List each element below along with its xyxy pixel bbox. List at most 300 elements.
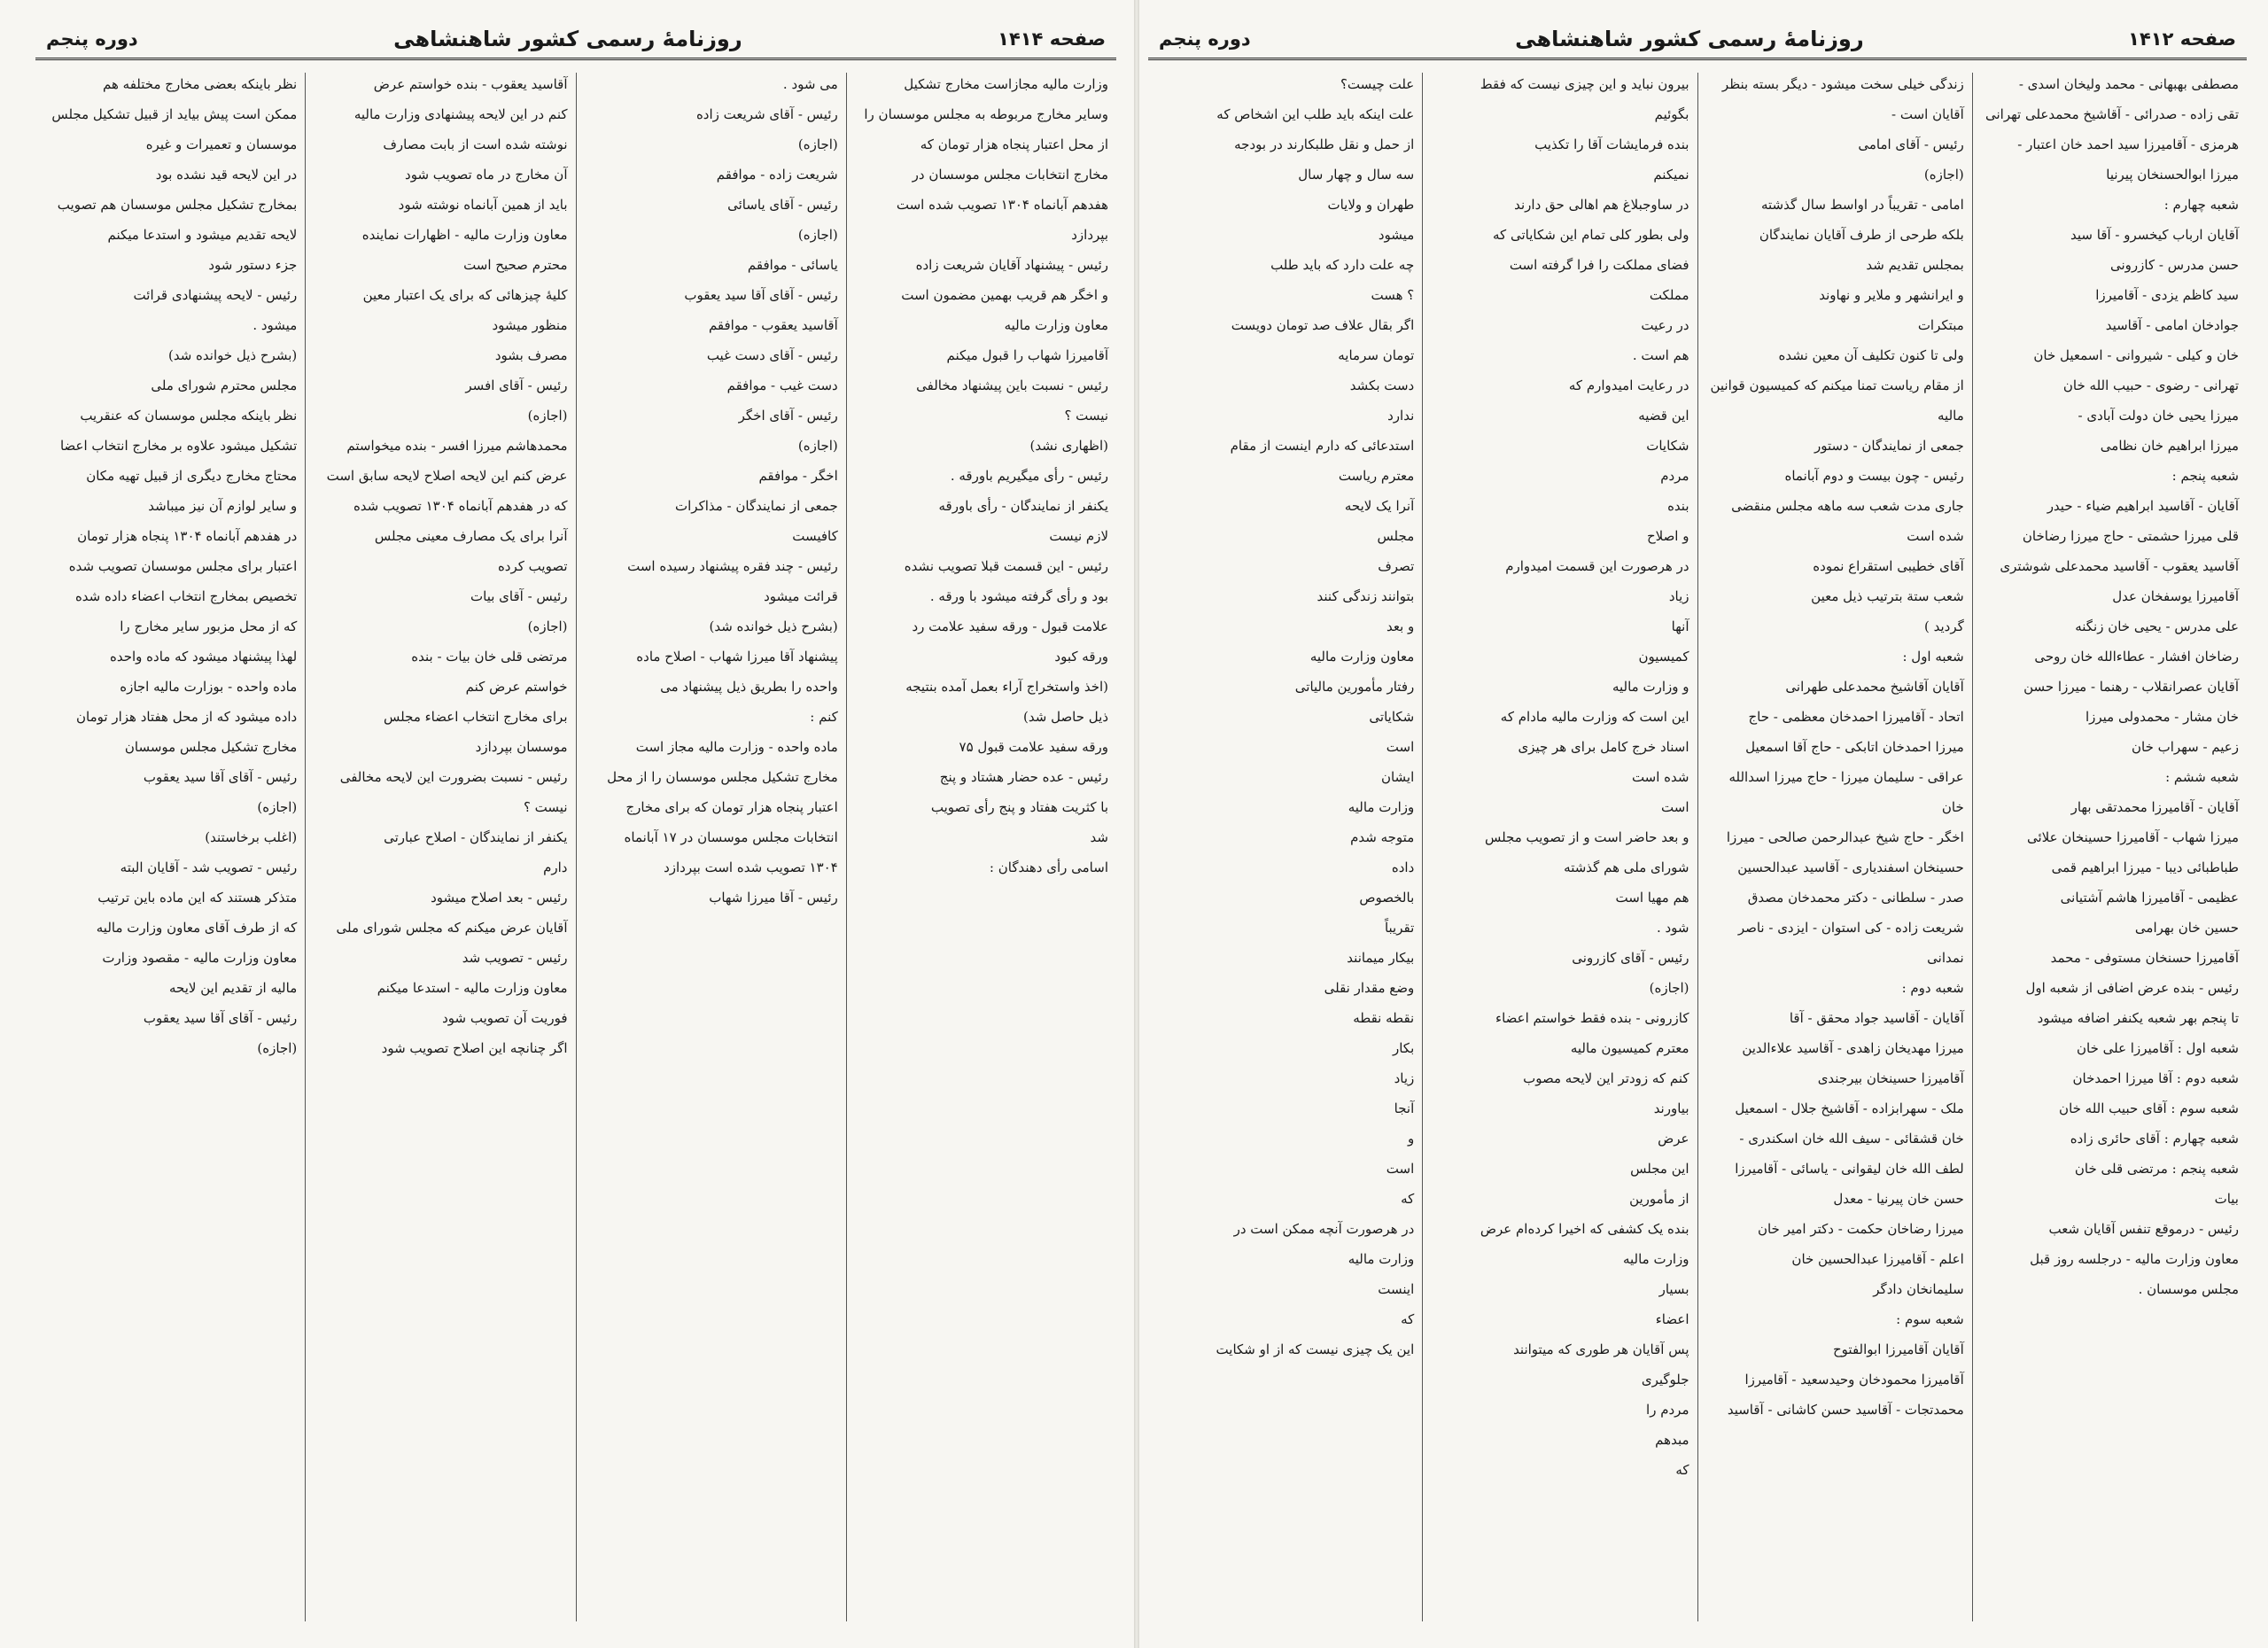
text-line: و بعد (1386, 618, 1415, 634)
text-line: محترم صحیح است (463, 257, 568, 273)
text-line: که از محل مزبور سایر مخارج را (120, 618, 298, 634)
text-line: وسایر مخارج مربوطه به مجلس موسسان را (864, 106, 1108, 122)
text-line: سید کاظم یزدی - آقامیرزا (2095, 287, 2239, 303)
text-line: شده است (1907, 528, 1964, 544)
text-line: رئیس - پیشنهاد آقایان شریعت زاده (915, 257, 1108, 273)
right-page-number: صفحه ۱۴۱۲ (2128, 27, 2236, 50)
text-line: معاون وزارت مالیه - درجلسه روز قبل (2030, 1251, 2239, 1267)
text-line: رئیس - چند فقره پیشنهاد رسیده است (627, 558, 838, 574)
text-line: در این لایحه قید نشده بود (155, 167, 298, 183)
right-newspaper-title: روزنامهٔ رسمی کشور شاهنشاهی (1515, 26, 1864, 51)
text-line: شعبه اول : (1902, 649, 1964, 665)
text-line: رئیس - عده حضار هشتاد و پنج (939, 769, 1108, 785)
text-line: بسیار (1658, 1281, 1689, 1297)
text-line: بیاورند (1653, 1100, 1689, 1116)
text-line: و اصلاح (1646, 528, 1689, 544)
text-line: رئیس - آقای دست غیب (706, 347, 838, 363)
text-line: تقریباً (1384, 920, 1415, 936)
text-line: زیاد (1394, 1070, 1415, 1086)
text-line: لطف الله خان لیقوانی - یاسائی - آقامیرزا (1735, 1161, 1964, 1177)
text-line: (اجازه) (257, 799, 298, 815)
text-line: (اخذ واستخراج آراء بعمل آمده بنتیجه (905, 679, 1108, 695)
text-line: حسن خان پیرنیا - معدل (1833, 1191, 1964, 1207)
text-line: کنم که زودتر این لایحه مصوب (1523, 1070, 1689, 1086)
text-line: آنرا یک لایحه (1344, 498, 1415, 514)
text-line: یاسائی - موافقم (747, 257, 838, 273)
text-line: رئیس - لایحه پیشنهادی قرائت (133, 287, 298, 303)
text-line: اسناد خرج کامل برای هر چیزی (1518, 739, 1689, 755)
text-line: جلوگیری (1641, 1372, 1689, 1388)
text-line: مردم را (1646, 1402, 1689, 1418)
text-line: طباطبائی دیبا - میرزا ابراهیم قمی (2051, 859, 2239, 875)
text-line: داده میشود که از محل هفتاد هزار تومان (76, 709, 298, 725)
right-column-1 (1972, 73, 2247, 1621)
right-column-2 (1697, 73, 1972, 1621)
text-line: آقاسید یعقوب - آقاسید محمدعلی شوشتری (2000, 558, 2239, 574)
text-line: ولی تا کنون تکلیف آن معین نشده (1778, 347, 1964, 363)
text-line: حسن مدرس - کازرونی (2109, 257, 2239, 273)
text-line: شده است (1631, 769, 1689, 785)
text-line: اگر بقال علاف صد تومان دویست (1231, 317, 1415, 333)
text-line: یکنفر از نمایندگان - اصلاح عبارتی (384, 829, 568, 845)
text-line: ماده واحده - وزارت مالیه مجاز است (635, 739, 838, 755)
text-line: مالیه از تقدیم این لایحه (169, 980, 298, 996)
text-line: شعبه چهارم : آقای حائری زاده (2070, 1131, 2239, 1147)
text-line: از مأمورین (1629, 1191, 1689, 1207)
text-line: هم مهیا است (1615, 890, 1689, 906)
text-line: ندارد (1387, 408, 1415, 424)
text-line: از محل اعتبار پنجاه هزار تومان که (920, 136, 1108, 152)
text-line: کمیسیون (1638, 649, 1689, 665)
text-line: و وزارت مالیه (1612, 679, 1689, 695)
text-line: رئیس - تصویب شد - آقایان البته (120, 859, 298, 875)
text-line: انتخابات مجلس موسسان در ۱۷ آبانماه (624, 829, 838, 845)
text-line: معاون وزارت مالیه (1004, 317, 1108, 333)
text-line: بمجلس تقدیم شد (1866, 257, 1964, 273)
text-line: جمعی از نمایندگان - دستور (1814, 438, 1964, 454)
text-line: ورقه سفید علامت قبول ۷۵ (959, 739, 1108, 755)
text-line: معاون وزارت مالیه - اظهارات نماینده (361, 227, 568, 243)
text-line: ذیل حاصل شد) (1023, 709, 1108, 725)
text-line: آقامیرزا یوسفخان عدل (2112, 588, 2239, 604)
text-line: بکار (1392, 1040, 1415, 1056)
text-line: رئیس - آقای امامی (1858, 136, 1964, 152)
text-line: آقامیرزا محمودخان وحیدسعید - آقامیرزا (1744, 1372, 1964, 1388)
left-columns (35, 73, 1116, 1621)
text-line: رئیس - آقای بیات (470, 588, 568, 604)
text-line: مخارج تشکیل مجلس موسسان (124, 739, 298, 755)
text-line: آقامیرزا حسینخان بیرجندی (1817, 1070, 1964, 1086)
text-line: (اجازه) (257, 1040, 298, 1056)
text-line: (اجازه) (1923, 167, 1964, 183)
text-line: و بعد حاضر است و از تصویب مجلس (1484, 829, 1689, 845)
text-line: کنم : (810, 709, 838, 725)
text-line: اخگر - حاج شیخ عبدالرحمن صالحی - میرزا (1726, 829, 1964, 845)
text-line: شریعت زاده - کی استوان - ایزدی - ناصر (1737, 920, 1964, 936)
text-line: که (1401, 1311, 1415, 1327)
text-line: سه سال و چهار سال (1298, 167, 1415, 183)
text-line: میشود (1378, 227, 1415, 243)
text-line: مالیه (1938, 408, 1964, 424)
text-line: لازم نیست (1049, 528, 1108, 544)
text-line: بالخصوص (1359, 890, 1415, 906)
text-line: که (1401, 1191, 1415, 1207)
text-line: رفتار مأمورین مالیاتی (1294, 679, 1415, 695)
text-line: شکایات (1646, 438, 1689, 454)
text-line: نیست ؟ (1064, 408, 1108, 424)
text-line: متذکر هستند که این ماده باین ترتیب (97, 890, 298, 906)
text-line: تهرانی - رضوی - حبیب الله خان (2062, 377, 2239, 393)
text-line: بگوئیم (1654, 106, 1689, 122)
text-line: شود . (1656, 920, 1689, 936)
text-line: (اجازه) (1649, 980, 1689, 996)
text-line: مخارج تشکیل مجلس موسسان را از محل (607, 769, 838, 785)
text-line: در رعیت (1641, 317, 1689, 333)
text-line: این یک چیزی نیست که از او شکایت (1216, 1341, 1415, 1357)
text-line: وزارت مالیه (1348, 1251, 1415, 1267)
text-line: مصطفی بهبهانی - محمد ولیخان اسدی - (2018, 76, 2239, 92)
text-line: لهذا پیشنهاد میشود که ماده واحده (109, 649, 298, 665)
text-line: (اجازه) (797, 438, 838, 454)
text-line: رئیس - آقای شریعت زاده (695, 106, 838, 122)
text-line: فضای مملکت را فرا گرفته است (1509, 257, 1689, 273)
text-line: قلی میرزا حشمتی - حاج میرزا رضاخان (2022, 528, 2239, 544)
text-line: استدعائی که دارم اینست از مقام (1230, 438, 1415, 454)
text-line: خان (1941, 799, 1964, 815)
text-line: اگر چنانچه این اصلاح تصویب شود (381, 1040, 568, 1056)
text-line: کازرونی - بنده فقط خواستم اعضاء (1495, 1010, 1689, 1026)
text-line: دارم (543, 859, 568, 875)
text-line: صدر - سلطانی - دکتر محمدخان مصدق (1747, 890, 1964, 906)
text-line: رئیس - رأی میگیریم باورقه . (950, 468, 1108, 484)
text-line: نظر باینکه بعضی مخارج مختلفه هم (103, 76, 298, 92)
text-line: آن مخارج در ماه تصویب شود (405, 167, 568, 183)
text-line: شعبه دوم : (1901, 980, 1964, 996)
text-line: تشکیل میشود علاوه بر مخارج انتخاب اعضا (59, 438, 298, 454)
text-line: موسسان بپردازد (475, 739, 568, 755)
text-line: پیشنهاد آقا میرزا شهاب - اصلاح ماده (636, 649, 838, 665)
text-line: و (1408, 1131, 1415, 1147)
text-line: عرض کنم این لایحه اصلاح لایحه سابق است (326, 468, 568, 484)
left-newspaper-title: روزنامهٔ رسمی کشور شاهنشاهی (393, 26, 742, 51)
text-line: میرزا رضاخان حکمت - دکتر امیر خان (1757, 1221, 1964, 1237)
text-line: ۱۳۰۴ تصویب شده است بپردازد (664, 859, 838, 875)
text-line: این مجلس (1630, 1161, 1689, 1177)
text-line: معاون وزارت مالیه - استدعا میکنم (377, 980, 568, 996)
text-line: بنده (1667, 498, 1689, 514)
text-line: شعب ستة بترتیب ذیل معین (1811, 588, 1964, 604)
text-line: شعبه پنجم : (2171, 468, 2239, 484)
text-line: کنم در این لایحه پیشنهادی وزارت مالیه (353, 106, 568, 122)
text-line: بتوانند زندگی کنند (1317, 588, 1415, 604)
text-line: می شود . (782, 76, 838, 92)
text-line: بمخارج تشکیل مجلس موسسان هم تصویب (57, 197, 298, 213)
text-line: طهران و ولایات (1327, 197, 1415, 213)
text-line: ورقه کبود (1054, 649, 1108, 665)
text-line: معاون وزارت مالیه - مقصود وزارت (102, 950, 298, 966)
text-line: معترم کمیسیون مالیه (1570, 1040, 1689, 1056)
text-line: هم است . (1632, 347, 1689, 363)
text-line: (بشرح ذیل خوانده شد) (709, 618, 838, 634)
text-line: رئیس - آقا میرزا شهاب (709, 890, 838, 906)
text-line: تا پنجم بهر شعبه یکنفر اضافه میشود (2037, 1010, 2239, 1026)
left-column-3 (305, 73, 575, 1621)
text-line: حسین خان بهرامی (2134, 920, 2239, 936)
text-line: وضع مقدار نقلی (1324, 980, 1415, 996)
text-line: اسامی رأی دهندگان : (989, 859, 1108, 875)
text-line: زندگی خیلی سخت میشود - دیگر بسته بنظر (1721, 76, 1964, 92)
text-line: شعبه سوم : آقای حبیب الله خان (2059, 1100, 2239, 1116)
text-line: مبتکرات (1917, 317, 1964, 333)
right-series-label: دوره پنجم (1159, 27, 1251, 50)
text-line: ملک - سهرابزاده - آقاشیخ جلال - اسمعیل (1735, 1100, 1964, 1116)
text-line: وزارت مالیه (1622, 1251, 1689, 1267)
right-masthead (1148, 19, 2247, 60)
text-line: (بشرح ذیل خوانده شد) (167, 347, 298, 363)
text-line: آقایان ارباب کیخسرو - آقا سید (2070, 227, 2239, 243)
text-line: (اجازه) (527, 408, 568, 424)
text-line: موسسان و تعمیرات و غیره (145, 136, 298, 152)
text-line: در هفدهم آبانماه ۱۳۰۴ پنجاه هزار تومان (77, 528, 298, 544)
text-line: (اظهاری نشد) (1029, 438, 1108, 454)
text-line: رئیس - آقای کازرونی (1572, 950, 1689, 966)
text-line: است (1386, 1161, 1415, 1177)
text-line: شعبه چهارم : (2163, 197, 2239, 213)
text-line: آقاسید یعقوب - موافقم (708, 317, 838, 333)
text-line: محتاج مخارج دیگری از قبیل تهیه مکان (86, 468, 298, 484)
text-line: علت چیست؟ (1340, 76, 1415, 92)
text-line: علی مدرس - یحیی خان زنگنه (2075, 618, 2239, 634)
text-line: بیات (2214, 1191, 2239, 1207)
text-line: تصرف (1378, 558, 1415, 574)
text-line: (اجازه) (797, 136, 838, 152)
text-line: علامت قبول - ورقه سفید علامت رد (912, 618, 1108, 634)
text-line: مجلس موسسان . (2138, 1281, 2239, 1297)
left-column-2 (576, 73, 846, 1621)
text-line: شد (1090, 829, 1108, 845)
right-column-3 (1422, 73, 1697, 1621)
text-line: ماده واحده - بوزارت مالیه اجازه (120, 679, 298, 695)
text-line: قرائت میشود (764, 588, 838, 604)
text-line: نمدانی (1927, 950, 1964, 966)
text-line: در ساوجبلاغ هم اهالی حق دارند (1514, 197, 1689, 213)
text-line: بیکار میمانند (1347, 950, 1415, 966)
text-line: بیرون نباید و این چیزی نیست که فقط (1480, 76, 1689, 92)
left-column-4 (35, 73, 305, 1621)
text-line: ولی بطور کلی تمام این شکایاتی که (1493, 227, 1689, 243)
text-line: اعضاء (1655, 1311, 1689, 1327)
text-line: امامی - تقریباً در اواسط سال گذشته (1760, 197, 1964, 213)
text-line: پس آقایان هر طوری که میتوانند (1513, 1341, 1689, 1357)
text-line: وزارت مالیه مجازاست مخارج تشکیل (904, 76, 1108, 92)
text-line: آقاسید یعقوب - بنده خواستم عرض (373, 76, 568, 92)
text-line: بود و رأی گرفته میشود با ورقه . (929, 588, 1108, 604)
text-line: تصویب کرده (497, 558, 568, 574)
text-line: از حمل و نقل طلبکارند در بودجه (1234, 136, 1415, 152)
text-line: محمدتجات - آقاسید حسن کاشانی - آقاسید (1727, 1402, 1964, 1418)
text-line: رئیس - درموقع تنفس آقایان شعب (2048, 1221, 2239, 1237)
text-line: جمعی از نمایندگان - مذاکرات (675, 498, 838, 514)
text-line: مجلس (1377, 528, 1415, 544)
text-line: عراقی - سلیمان میرزا - حاج میرزا اسدالله (1728, 769, 1964, 785)
text-line: مجلس محترم شورای ملی (151, 377, 298, 393)
text-line: اخگر - موافقم (758, 468, 838, 484)
text-line: شعبه دوم : آقا میرزا احمدخان (2072, 1070, 2239, 1086)
text-line: نیست ؟ (523, 799, 568, 815)
text-line: بنده یک کشفی که اخیرا کرده‌ام عرض (1480, 1221, 1689, 1237)
text-line: جزء دستور شود (208, 257, 298, 273)
text-line: (اجازه) (527, 618, 568, 634)
text-line: آقایان - آقاسید جواد محقق - آقا (1789, 1010, 1964, 1026)
text-line: زعیم - سهراب خان (2132, 739, 2239, 755)
text-line: رئیس - آقای یاسائی (727, 197, 838, 213)
text-line: و اخگر هم قریب بهمین مضمون است (901, 287, 1108, 303)
text-line: فوریت آن تصویب شود (442, 1010, 568, 1026)
text-line: رئیس - نسبت بضرورت این لایحه مخالفی (339, 769, 568, 785)
text-line: آقایان عصرانقلاب - رهنما - میرزا حسن (2023, 679, 2239, 695)
text-line: تومان سرمایه (1338, 347, 1415, 363)
text-line: و سایر لوازم آن نیز میباشد (148, 498, 298, 514)
text-line: برای مخارج انتخاب اعضاء مجلس (384, 709, 568, 725)
text-line: آقایان است - (1891, 106, 1964, 122)
text-line: رئیس - نسبت باین پیشنهاد مخالفی (916, 377, 1108, 393)
text-line: میشود . (252, 317, 298, 333)
text-line: رئیس - آقای آقا سید یعقوب (143, 1010, 298, 1026)
text-line: (اجازه) (797, 227, 838, 243)
text-line: علت اینکه باید طلب این اشخاص که (1216, 106, 1415, 122)
text-line: ممکن است پیش بیاید از قبیل تشکیل مجلس (51, 106, 298, 122)
text-line: آنها (1671, 618, 1689, 634)
text-line: رئیس - آقای آقا سید یعقوب (143, 769, 298, 785)
text-line: ؟ هست (1371, 287, 1415, 303)
right-columns (1148, 73, 2247, 1621)
text-line: آنجا (1394, 1100, 1415, 1116)
text-line: چه علت دارد که باید طلب (1270, 257, 1415, 273)
text-line: است (1661, 799, 1689, 815)
text-line: اتحاد - آقامیرزا احمدخان معظمی - حاج (1748, 709, 1964, 725)
text-line: اینست (1378, 1281, 1415, 1297)
left-series-label: دوره پنجم (46, 27, 138, 50)
text-line: رئیس - آقای افسر (465, 377, 568, 393)
text-line: آقایان - آقاسید ابراهیم ضیاء - حیدر (2047, 498, 2239, 514)
text-line: میرزا ابوالحسنخان پیرنیا (2106, 167, 2239, 183)
text-line: مبدهم (1655, 1432, 1689, 1448)
text-line: شعبه سوم : (1896, 1311, 1964, 1327)
text-line: در رعایت امیدوارم که (1568, 377, 1689, 393)
text-line: تقی زاده - صدرائی - آقاشیخ محمدعلی تهرانی (1984, 106, 2239, 122)
text-line: بلکه طرحی از طرف آقایان نمایندگان (1759, 227, 1964, 243)
left-column-1 (846, 73, 1116, 1621)
text-line: مملکت (1649, 287, 1689, 303)
text-line: داده (1391, 859, 1415, 875)
text-line: خواستم عرض کنم (465, 679, 568, 695)
text-line: محمدهاشم میرزا افسر - بنده میخواستم (346, 438, 568, 454)
text-line: میرزا شهاب - آقامیرزا حسینخان علائی (2026, 829, 2239, 845)
text-line: بپردازد (1071, 227, 1108, 243)
text-line: این است که وزارت مالیه مادام که (1500, 709, 1689, 725)
text-line: سلیمانخان دادگر (1873, 1281, 1964, 1297)
text-line: رئیس - تصویب شد (462, 950, 568, 966)
text-line: در هرصورت این قسمت امیدوارم (1505, 558, 1689, 574)
text-line: شعبه پنجم : مرتضی قلی خان (2074, 1161, 2239, 1177)
text-line: نمیکنم (1653, 167, 1689, 183)
text-line: زیاد (1668, 588, 1689, 604)
text-line: تخصیص بمخارج انتخاب اعضاء داده شده (74, 588, 298, 604)
text-line: عظیمی - آقامیرزا هاشم آشتیانی (2060, 890, 2239, 906)
text-line: دست غیب - موافقم (726, 377, 838, 393)
text-line: آقامیرزا حسنخان مستوفی - محمد (2050, 950, 2239, 966)
text-line: آقایان آقاشیخ محمدعلی طهرانی (1785, 679, 1964, 695)
text-line: که در هفدهم آبانماه ۱۳۰۴ تصویب شده (353, 498, 568, 514)
text-line: و ایرانشهر و ملایر و نهاوند (1819, 287, 1964, 303)
text-line: که از طرف آقای معاون وزارت مالیه (96, 920, 298, 936)
text-line: کلیهٔ چیزهائی که برای یک اعتبار معین (362, 287, 568, 303)
text-line: است (1386, 739, 1415, 755)
text-line: معترم ریاست (1338, 468, 1415, 484)
text-line: با کثریت هفتاد و پنج رأی تصویب (930, 799, 1108, 815)
text-line: میرزا مهدیخان زاهدی - آقاسید علاءالدین (1742, 1040, 1964, 1056)
text-line: یکنفر از نمایندگان - رأی باورقه (938, 498, 1108, 514)
text-line: شریعت زاده - موافقم (716, 167, 838, 183)
text-line: وزارت مالیه (1348, 799, 1415, 815)
text-line: آقای خطیبی استقراع نموده (1813, 558, 1964, 574)
text-line: میرزا یحیی خان دولت آبادی - (2078, 408, 2239, 424)
text-line: شورای ملی هم گذشته (1564, 859, 1689, 875)
text-line: جوادخان امامی - آقاسید (2105, 317, 2239, 333)
text-line: رئیس - آقای اخگر (738, 408, 838, 424)
text-line: مصرف بشود (494, 347, 568, 363)
text-line: ایشان (1380, 769, 1415, 785)
text-line: لایحه تقدیم میشود و استدعا میکنم (107, 227, 298, 243)
text-line: آقامیرزا شهاب را قبول میکنم (946, 347, 1108, 363)
text-line: گردید ) (1923, 618, 1964, 634)
text-line: عرض (1658, 1131, 1689, 1147)
text-line: رضاخان افشار - عطاءالله خان روحی (2034, 649, 2239, 665)
text-line: نوشته شده است از بابت مصارف (383, 136, 568, 152)
text-line: اعتبار پنجاه هزار تومان که برای مخارج (625, 799, 838, 815)
text-line: منظور میشود (492, 317, 568, 333)
text-line: خان مشار - محمدولی میرزا (2085, 709, 2239, 725)
text-line: خان و کیلی - شیروانی - اسمعیل خان (2033, 347, 2239, 363)
left-masthead (35, 19, 1116, 60)
text-line: آقایان عرض میکنم که مجلس شورای ملی (336, 920, 568, 936)
text-line: میرزا ابراهیم خان نظامی (2100, 438, 2239, 454)
text-line: متوجه شدم (1350, 829, 1415, 845)
text-line: که (1675, 1462, 1689, 1478)
text-line: شعبه اول : آقامیرزا علی خان (2076, 1040, 2239, 1056)
text-line: رئیس - بنده عرض اضافی از شعبه اول (2025, 980, 2239, 996)
text-line: آنرا برای یک مصارف معینی مجلس (374, 528, 568, 544)
text-line: از مقام ریاست تمنا میکنم که کمیسیون قوانین (1710, 377, 1964, 393)
text-line: خان قشقائی - سیف الله خان اسکندری - (1739, 1131, 1964, 1147)
text-line: اعتبار برای مجلس موسسان تصویب شده (68, 558, 298, 574)
text-line: نقطه نقطه (1353, 1010, 1415, 1026)
left-page-number: صفحه ۱۴۱۴ (998, 27, 1106, 50)
text-line: دست بکشد (1349, 377, 1415, 393)
text-line: مردم (1660, 468, 1689, 484)
text-line: شکایاتی (1369, 709, 1415, 725)
text-line: حسینخان اسفندیاری - آقاسید عبدالحسین (1737, 859, 1964, 875)
text-line: رئیس - بعد اصلاح میشود (431, 890, 568, 906)
text-line: آقایان - آقامیرزا محمدتقی بهار (2070, 799, 2239, 815)
text-line: رئیس - آقای آقا سید یعقوب (684, 287, 838, 303)
text-line: آقایان آقامیرزا ابوالفتوح (1833, 1341, 1964, 1357)
text-line: رئیس - این قسمت قبلا تصویب نشده (904, 558, 1108, 574)
text-line: واحده را بطریق ذیل پیشنهاد می (660, 679, 838, 695)
right-column-4 (1148, 73, 1422, 1621)
text-line: مرتضی قلی خان بیات - بنده (411, 649, 568, 665)
text-line: (اغلب برخاستند) (205, 829, 298, 845)
